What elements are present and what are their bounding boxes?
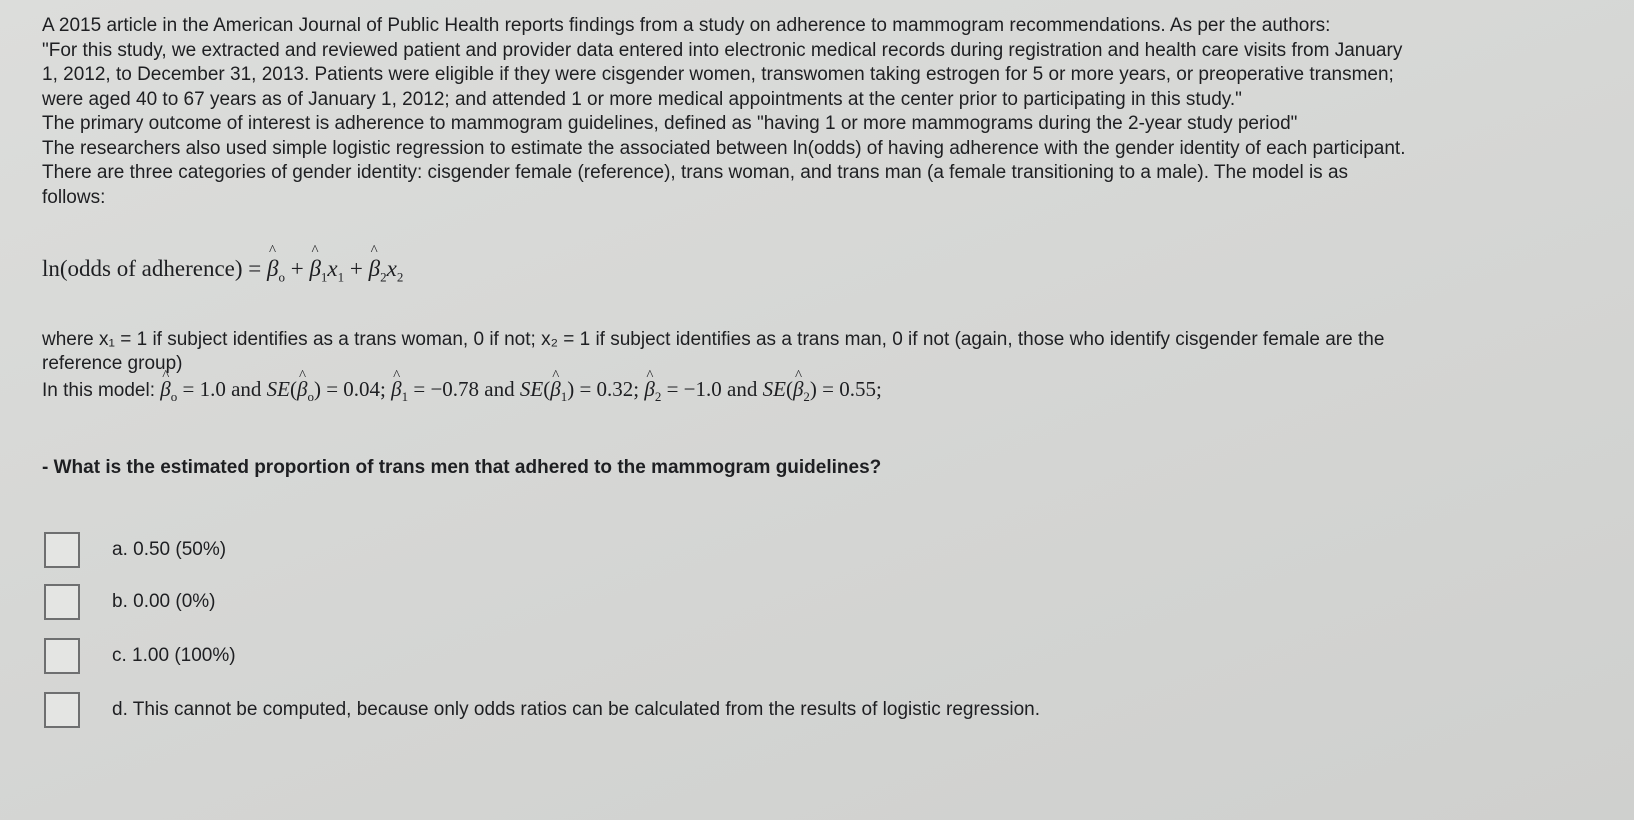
intro-line: There are three categories of gender identity: cisgender female (reference), trans woman, and trans man (a female transitioning to a male). The model is as <box>42 162 1349 183</box>
checkbox[interactable] <box>44 638 80 674</box>
subscript: 1 <box>560 388 568 404</box>
coefficients: ^ $\beta_o = 1.0$ and SE(^ $\beta_o) = 0.04$; ^ $\beta_1 = -0.78$ and SE(^ $\beta_1) = 0.32$; ^ $\beta_2 = -1.0$ and SE(^ $\beta_2) = 0.55$; <box>160 377 882 401</box>
option-label: d. This cannot be computed, because only odds ratios can be calculated from the results of logistic regression. <box>112 699 1040 720</box>
option-label: c. 1.00 (100%) <box>112 645 236 666</box>
subscript: 1 <box>337 269 345 285</box>
beta0-value: = 1.0 and <box>182 376 262 401</box>
coefficients-line <box>42 377 1612 410</box>
question-document <box>42 14 1612 498</box>
se-label: SE <box>266 376 290 401</box>
subscript: 1 <box>320 269 328 285</box>
beta-hat: ^ β <box>793 377 803 402</box>
variable: x <box>386 256 397 281</box>
subscript: o <box>170 388 178 404</box>
beta-hat: ^ β <box>160 377 170 402</box>
checkbox[interactable] <box>44 584 80 620</box>
variable: x <box>327 256 338 281</box>
variable-definitions <box>42 328 1612 410</box>
se-label: SE <box>762 376 786 401</box>
option-c[interactable] <box>42 638 236 674</box>
intro-line: "For this study, we extracted and reviewed patient and provider data entered into electronic medical records during registration and health care visits from January <box>42 39 1403 61</box>
beta-hat: ^ β <box>267 256 278 282</box>
intro-line: The primary outcome of interest is adherence to mammogram guidelines, defined as "having 1 or more mammograms during the 2-year study period" <box>42 113 1298 134</box>
beta-hat: ^ β <box>391 377 401 402</box>
beta-hat: ^ β <box>644 377 654 402</box>
intro-line: were aged 40 to 67 years as of January 1, 2012; and attended 1 or more medical appointments at the center prior to participating in this study." <box>42 88 1242 110</box>
checkbox[interactable] <box>44 532 80 568</box>
checkbox[interactable] <box>44 692 80 728</box>
plus-sign: + <box>349 256 363 281</box>
option-d[interactable] <box>42 692 1040 728</box>
beta2-value: = −1.0 and <box>666 376 758 401</box>
subscript: 2 <box>396 269 404 285</box>
se2-value: = 0.55; <box>822 376 882 401</box>
beta-hat: ^ β <box>297 377 307 402</box>
definition-line: reference group) <box>42 353 183 375</box>
intro-text <box>42 14 1612 210</box>
plus-sign: + <box>290 256 304 281</box>
definition-line: where x₁ = 1 if subject identifies as a trans woman, 0 if not; x₂ = 1 if subject identifies as a trans man, 0 if not (again, those who identify cisgender female are the <box>42 328 1385 350</box>
option-label: b. 0.00 (0%) <box>112 591 216 612</box>
option-label: a. 0.50 (50%) <box>112 539 227 560</box>
model-equation <box>42 256 1612 286</box>
subscript: 2 <box>654 388 662 404</box>
option-a[interactable] <box>42 532 226 568</box>
equation-lhs: ln(odds of adherence) = <box>42 256 262 281</box>
se1-value: = 0.32; <box>579 376 640 401</box>
beta-hat: ^ β <box>550 377 560 402</box>
subscript: o <box>307 388 314 404</box>
intro-line: follows: <box>42 186 106 208</box>
subscript: 1 <box>401 388 409 404</box>
subscript: 2 <box>380 269 387 285</box>
intro-line: 1, 2012, to December 31, 2013. Patients were eligible if they were cisgender women, transwomen taking estrogen for 5 or more years, or preoperative transmen; <box>42 64 1394 85</box>
beta-hat: ^ β <box>369 256 380 282</box>
beta1-value: = −0.78 and <box>413 376 515 401</box>
intro-line: A 2015 article in the American Journal of Public Health reports findings from a study on adherence to mammogram recommendations. As per the authors: <box>42 15 1331 36</box>
se-label: SE <box>519 376 544 401</box>
subscript: 2 <box>803 388 810 404</box>
question-text: - What is the estimated proportion of trans men that adhered to the mammogram guidelines? <box>42 457 882 479</box>
option-b[interactable] <box>42 584 216 620</box>
intro-line: The researchers also used simple logistic regression to estimate the associated between ln(odds) of having adherence with the gender identity of each participant. <box>42 137 1406 159</box>
coefficients-prefix: In this model: <box>42 379 161 401</box>
se0-value: = 0.04; <box>326 376 386 401</box>
beta-hat: ^ β <box>309 256 320 282</box>
subscript: o <box>278 269 285 285</box>
